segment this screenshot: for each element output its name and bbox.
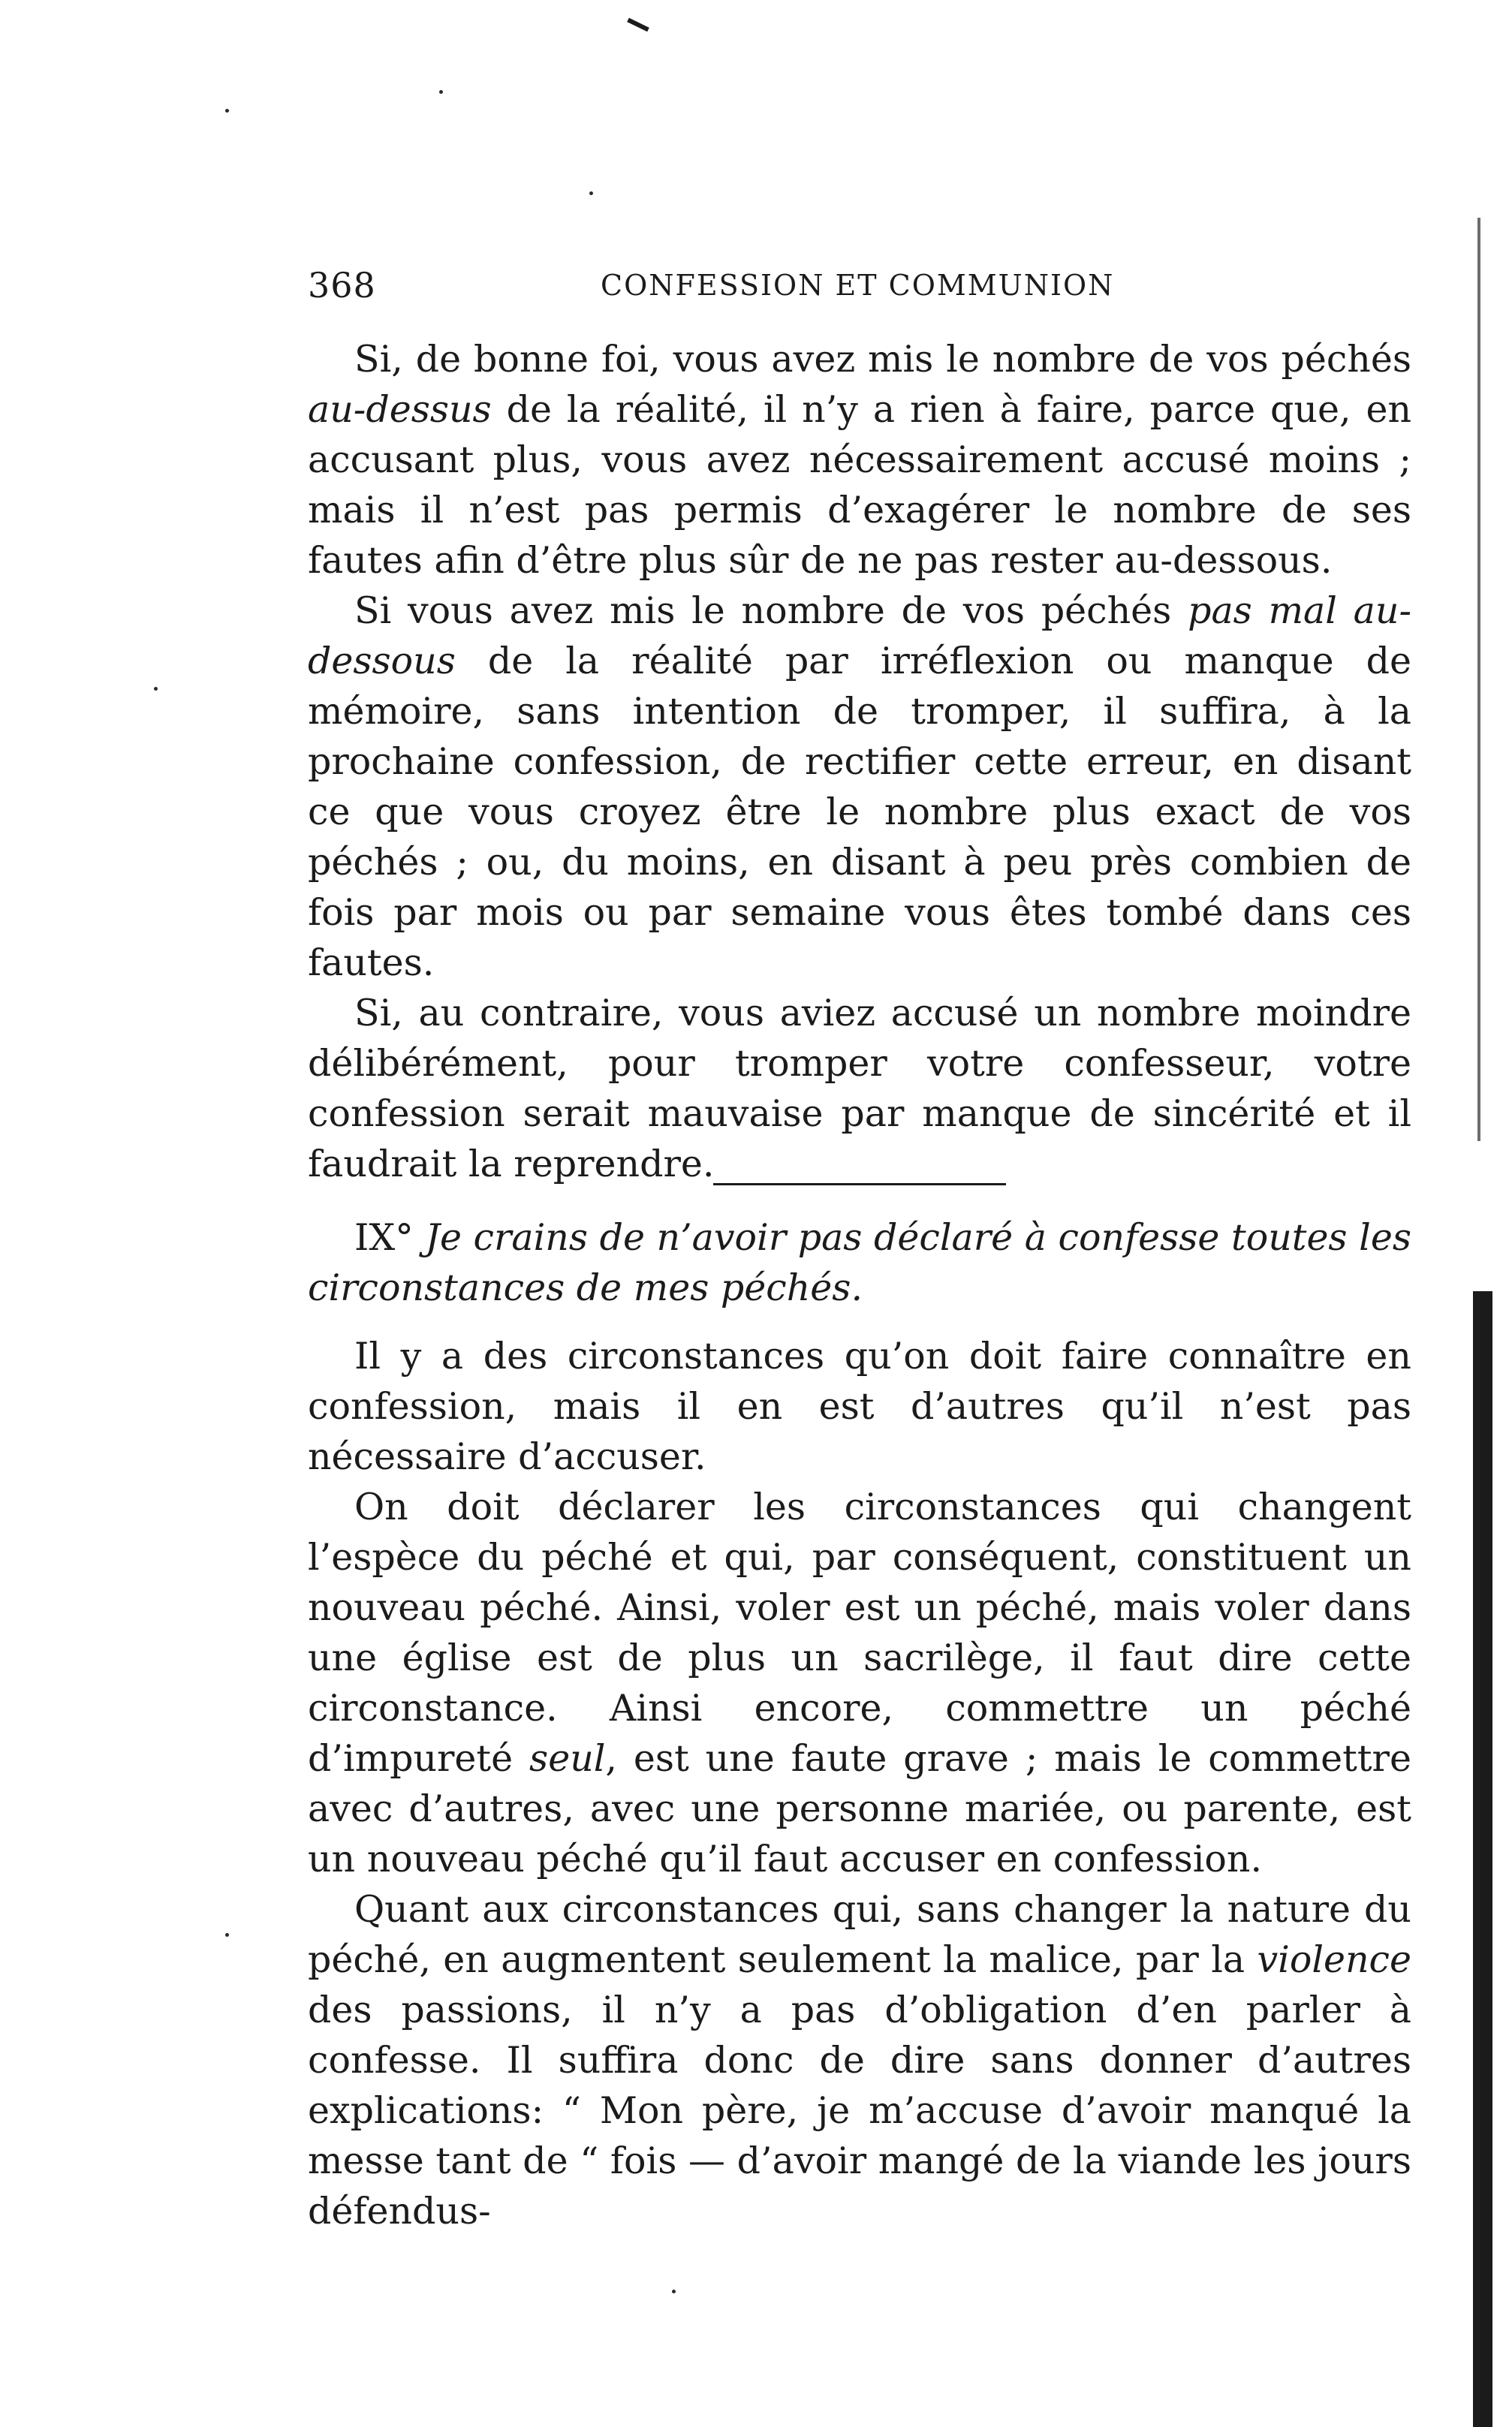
page-body [308, 334, 1411, 2236]
page-header [308, 259, 1411, 312]
ink-speck [154, 687, 158, 691]
paragraph [308, 1331, 1411, 1482]
paragraph [308, 334, 1411, 586]
section-number: IX° [354, 1216, 414, 1259]
italic-text: pas mal au-dessous [308, 589, 1412, 682]
paragraph-text: Si, au contraire, vous aviez accusé un nombre moindre délibérément, pour tromper votre confesseur, votre confession serait mauvaise par manque de sincérité et il faudrait la reprendre. [308, 992, 1411, 1185]
ink-speck [225, 109, 229, 113]
section-title: Je crains de n’avoir pas déclaré à confesse toutes les circonstances de mes péchés. [308, 1216, 1411, 1309]
paragraph-text: de la réalité, il n’y a rien à faire, parce que, en accusant plus, vous avez nécessairement accusé moins ; mais il n’est pas permis d’exagérer le nombre de ses fautes afin d’être plus sûr de ne pas rester au-dessous. [308, 388, 1411, 582]
ink-speck [225, 1933, 229, 1937]
ink-mark [627, 18, 649, 32]
ink-speck [589, 191, 593, 195]
paragraph-text: , est une faute grave ; mais le commettre avec d’autres, avec une personne mariée, ou parente, est un nouveau péché qu’il faut accuser en confession. [308, 1737, 1411, 1880]
page-number: 368 [308, 265, 376, 306]
italic-text: violence [1257, 1938, 1411, 1981]
paragraph [308, 988, 1411, 1189]
paragraph [308, 1482, 1411, 1884]
paragraph-text: Si vous avez mis le nombre de vos péchés [354, 589, 1188, 632]
ink-speck [439, 90, 443, 94]
page-edge-shadow [1477, 218, 1480, 1141]
paragraph-text: de la réalité par irréflexion ou manque de mémoire, sans intention de tromper, il suffira, à la prochaine confession, de rectifier cette erreur, en disant ce que vous croyez être le nombre plus exact de vos péchés ; ou, du moins, en disant à peu près combien de fois par mois ou par semaine vous êtes tombé dans ces fautes. [308, 640, 1411, 984]
italic-text: seul [529, 1737, 606, 1780]
page-binding-edge [1473, 1291, 1492, 2427]
paragraph [308, 1884, 1411, 2236]
ink-speck [672, 2290, 676, 2293]
section-divider [713, 1183, 1006, 1185]
section-heading [308, 1212, 1411, 1313]
paragraph-text: Si, de bonne foi, vous avez mis le nombre de vos péchés [354, 338, 1411, 381]
paragraph-text: Quant aux circonstances qui, sans changer la nature du péché, en augmentent seulement la malice, par la [308, 1888, 1411, 1981]
paragraph-text: des passions, il n’y a pas d’obligation d’en parler à confesse. Il suffira donc de dire sans donner d’autres explications: “ Mon père, je m’accuse d’avoir manqué la messe tant de “ fois — d’avoir mangé de la viande les jours défendus- [308, 1989, 1411, 2233]
paragraph-text: On doit déclarer les circonstances qui changent l’espèce du péché et qui, par conséquent, constituent un nouveau péché. Ainsi, voler est un péché, mais voler dans une église est de plus un sacrilège, il faut dire cette circonstance. Ainsi encore, commettre un péché d’impureté [308, 1486, 1411, 1780]
running-title: CONFESSION ET COMMUNION [601, 269, 1115, 302]
paragraph [308, 586, 1411, 988]
paragraph-text: Il y a des circonstances qu’on doit faire connaître en confession, mais il en est d’autres qu’il n’est pas nécessaire d’accuser. [308, 1335, 1411, 1478]
italic-text: au-dessus [308, 388, 492, 431]
